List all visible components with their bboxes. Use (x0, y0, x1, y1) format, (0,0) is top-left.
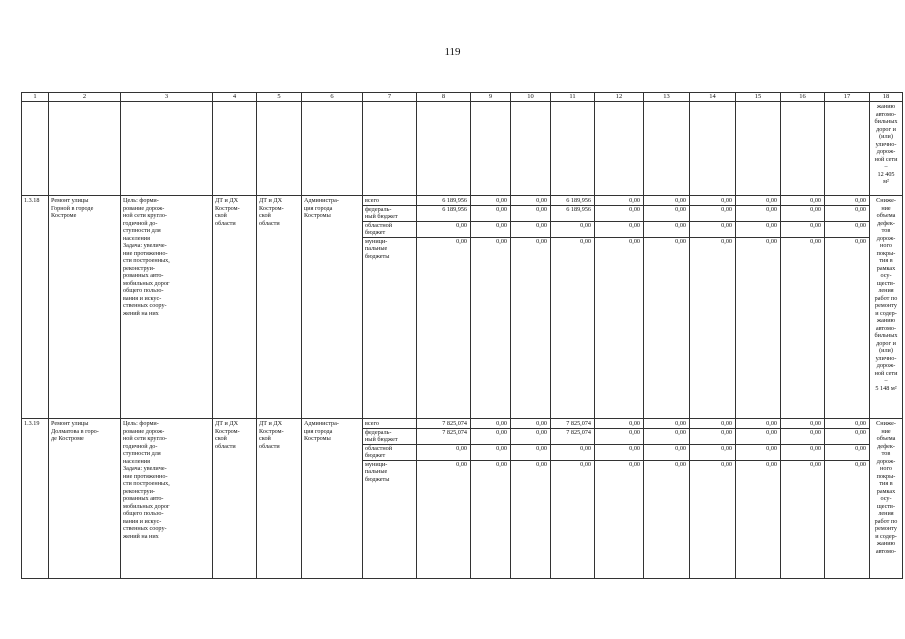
row-name (49, 419, 121, 579)
row-goal-line: общего пользо- (123, 287, 164, 294)
funding-source (363, 197, 416, 205)
continuation-empty-cell (302, 102, 363, 196)
funding-value: 0,00 (511, 428, 550, 444)
funding-value: 0,00 (551, 221, 594, 237)
funding-value-cell (690, 196, 736, 419)
funding-source-line: областной (365, 444, 393, 452)
continuation-result-line: дорож- (876, 148, 896, 155)
column-number-10: 10 (511, 93, 551, 102)
funding-value: 0,00 (595, 428, 643, 444)
column-number-8: 8 (417, 93, 471, 102)
row-goal-line: вания и искус- (123, 517, 162, 525)
continuation-empty-cell (257, 102, 302, 196)
column-number-row (22, 93, 903, 102)
row-goal-line: ступности для (123, 227, 161, 234)
funding-value: 0,00 (721, 420, 732, 427)
column-number-7: 7 (363, 93, 417, 102)
row-goal-line: жений на них (123, 309, 159, 317)
funding-value: 7 825,074 (417, 428, 470, 444)
funding-value-cell (825, 196, 870, 419)
row-goal-line: ной сети кругло- (123, 435, 167, 442)
continuation-row (22, 102, 903, 196)
row-participant-line: ция города (304, 204, 333, 212)
funding-value: 0,00 (825, 444, 869, 460)
continuation-empty-cell (363, 102, 417, 196)
row-result-line: и содер- (875, 309, 897, 317)
funding-value-cell (511, 419, 551, 579)
row-goal-line: жений на них (123, 532, 159, 540)
funding-value: 7 825,074 (566, 420, 591, 427)
row-result-line: и содер- (875, 532, 897, 540)
column-number-17: 17 (825, 93, 870, 102)
row-coexecutor-line: области (259, 219, 280, 227)
row-result-line: ного (880, 465, 892, 472)
row-result-line: дорож- (876, 457, 896, 465)
row-goal-line: Задача: увеличе- (123, 242, 167, 249)
row-goal-line: ние протяженно- (123, 249, 168, 257)
continuation-result-line: автомо- (875, 110, 897, 118)
funding-source (363, 205, 416, 221)
row-result-line: ществ- (876, 502, 896, 510)
funding-source-line: бюджет (365, 229, 386, 236)
funding-source (363, 428, 416, 444)
row-goal-line: ние протяженно- (123, 472, 168, 480)
row-goal (121, 196, 213, 419)
row-goal-line: рование дорож- (123, 427, 165, 435)
funding-source-line: ный бюджет (365, 436, 398, 443)
page-number: 119 (444, 46, 461, 58)
column-number-16: 16 (781, 93, 825, 102)
row-result-line: ние (881, 204, 891, 212)
continuation-result-line: – (884, 163, 888, 170)
funding-value-cell (551, 196, 595, 419)
row-result-line: рамках (876, 264, 896, 272)
funding-value: 0,00 (417, 221, 470, 237)
funding-value: 0,00 (736, 221, 780, 237)
funding-value: 6 189,956 (551, 205, 594, 221)
row-coexecutor (257, 196, 302, 419)
row-code: 1.3.18 (22, 196, 49, 419)
funding-value: 0,00 (417, 237, 470, 261)
funding-value: 0,00 (471, 428, 510, 444)
funding-value: 0,00 (511, 444, 550, 460)
funding-value: 0,00 (721, 197, 732, 204)
continuation-result-line: (или) (879, 133, 893, 140)
funding-value-cell (781, 196, 825, 419)
funding-value: 6 189,956 (417, 205, 470, 221)
funding-value: 0,00 (511, 237, 550, 261)
funding-value: 0,00 (595, 237, 643, 261)
row-result-line: покры- (876, 249, 896, 257)
funding-value: 0,00 (595, 444, 643, 460)
column-number-6: 6 (302, 93, 363, 102)
row-executor-line: Костром- (215, 204, 240, 212)
row-participant (302, 196, 363, 419)
funding-value: 0,00 (766, 420, 777, 427)
row-result-line: работ по (874, 517, 898, 525)
row-coexecutor-line: ской (259, 435, 271, 442)
continuation-result-line: бильных (874, 118, 898, 125)
row-goal (121, 419, 213, 579)
row-coexecutor-line: ДТ и ДХ (259, 197, 283, 204)
funding-source-line: бюджеты (365, 252, 390, 260)
row-goal-line: Цель: форми- (123, 420, 159, 427)
funding-value: 0,00 (855, 420, 866, 427)
funding-value: 0,00 (825, 428, 869, 444)
funding-value: 0,00 (781, 205, 824, 221)
column-number-14: 14 (690, 93, 736, 102)
row-result-line: осу- (880, 495, 892, 502)
funding-value: 0,00 (471, 460, 510, 484)
funding-value: 0,00 (781, 237, 824, 261)
row-coexecutor-line: Костром- (259, 204, 284, 212)
funding-value: 0,00 (536, 420, 547, 427)
funding-value: 0,00 (690, 460, 735, 484)
row-result-line: тия в (879, 480, 893, 487)
continuation-empty-cell (511, 102, 551, 196)
row-result-line: – (884, 377, 888, 384)
row-result-line: ремонту (875, 525, 897, 532)
funding-value: 0,00 (781, 221, 824, 237)
column-number-9: 9 (471, 93, 511, 102)
row-result-line: тия в (879, 257, 893, 264)
row-goal-line: годичной до- (123, 442, 158, 450)
row-name-line: де Костроме (51, 435, 84, 442)
row-goal-line: ственных соору- (123, 525, 167, 532)
funding-source (363, 460, 416, 484)
continuation-empty-cell (736, 102, 781, 196)
row-executor-line: ской (215, 212, 227, 219)
funding-source-cell (363, 196, 417, 419)
row-executor-line: ской (215, 435, 227, 442)
continuation-empty-cell (213, 102, 257, 196)
funding-value: 0,00 (417, 460, 470, 484)
row-result-line: ления (878, 287, 894, 294)
column-number-15: 15 (736, 93, 781, 102)
row-result-line: рамках (876, 487, 896, 495)
funding-value: 0,00 (496, 420, 507, 427)
funding-value: 0,00 (781, 444, 824, 460)
row-coexecutor-line: ДТ и ДХ (259, 420, 283, 427)
row-name-line: Горной в городе (51, 204, 94, 212)
funding-value: 0,00 (675, 197, 686, 204)
continuation-result-line: м² (883, 178, 889, 185)
funding-value: 0,00 (644, 221, 689, 237)
row-executor-line: области (215, 219, 236, 227)
continuation-empty-cell (644, 102, 690, 196)
funding-value-cell (690, 419, 736, 579)
funding-source (363, 444, 416, 460)
funding-value: 0,00 (644, 205, 689, 221)
funding-value: 0,00 (690, 237, 735, 261)
row-coexecutor-line: Костром- (259, 427, 284, 435)
column-number-3: 3 (121, 93, 213, 102)
funding-value: 0,00 (595, 221, 643, 237)
row-result-line: объема (876, 212, 896, 219)
funding-value-cell (551, 419, 595, 579)
column-number-12: 12 (595, 93, 644, 102)
funding-value: 0,00 (644, 428, 689, 444)
row-participant-line: Администра- (304, 197, 339, 204)
row-name-line: Костроме (51, 212, 77, 219)
row-result-line: тов (881, 227, 891, 234)
funding-value: 0,00 (629, 197, 640, 204)
continuation-empty-cell (121, 102, 213, 196)
row-result-line: ного (880, 242, 892, 249)
funding-value: 0,00 (736, 205, 780, 221)
funding-value: 0,00 (551, 444, 594, 460)
row-executor (213, 419, 257, 579)
continuation-result-line: жанию (876, 103, 896, 110)
funding-value: 0,00 (855, 197, 866, 204)
row-coexecutor (257, 419, 302, 579)
row-result-line: дорож- (876, 362, 896, 369)
row-code: 1.3.19 (22, 419, 49, 579)
funding-source-line: всего (365, 420, 379, 427)
row-result (870, 419, 903, 579)
row-result-line: тов (881, 450, 891, 457)
row-result-line: улично- (875, 354, 897, 362)
column-number-13: 13 (644, 93, 690, 102)
row-result-line: ления (878, 510, 894, 517)
funding-source-line: пальные (365, 468, 388, 475)
row-result-line: ществ- (876, 279, 896, 287)
row-goal-line: сти построенных, (123, 257, 170, 264)
funding-source-cell (363, 419, 417, 579)
row-executor-line: ДТ и ДХ (215, 420, 239, 427)
row-result-line: (или) (879, 347, 893, 354)
row-result-line: дефек- (877, 442, 895, 450)
row-participant-line: Администра- (304, 420, 339, 427)
funding-value: 0,00 (471, 221, 510, 237)
column-number-5: 5 (257, 93, 302, 102)
funding-value: 0,00 (736, 428, 780, 444)
funding-value: 0,00 (471, 205, 510, 221)
row-executor-line: области (215, 442, 236, 450)
continuation-empty-cell (49, 102, 121, 196)
row-name-line: Долматова в горо- (51, 427, 99, 435)
funding-value: 0,00 (471, 444, 510, 460)
row-participant (302, 419, 363, 579)
column-number-2: 2 (49, 93, 121, 102)
row-result-line: ной сети (874, 369, 898, 377)
continuation-empty-cell (551, 102, 595, 196)
funding-value: 0,00 (417, 444, 470, 460)
row-goal-line: реконструи- (123, 487, 155, 495)
funding-source (363, 237, 416, 261)
funding-value: 0,00 (471, 237, 510, 261)
row-goal-line: населения (123, 457, 150, 465)
row-goal-line: вания и искус- (123, 294, 162, 302)
row-executor (213, 196, 257, 419)
funding-value: 0,00 (736, 237, 780, 261)
row-result-line: дорож- (876, 234, 896, 242)
funding-value: 0,00 (644, 444, 689, 460)
row-goal-line: годичной до- (123, 219, 158, 227)
row-result-line: бильных (874, 332, 898, 339)
funding-value-cell (781, 419, 825, 579)
program-row (22, 419, 903, 579)
funding-source-line: ный бюджет (365, 213, 398, 220)
row-executor-line: ДТ и ДХ (215, 197, 239, 204)
funding-source-line: всего (365, 197, 379, 204)
funding-value: 0,00 (690, 428, 735, 444)
funding-value-cell (644, 419, 690, 579)
funding-value: 0,00 (595, 205, 643, 221)
continuation-empty-cell (595, 102, 644, 196)
funding-value: 0,00 (644, 460, 689, 484)
row-goal-line: Цель: форми- (123, 197, 159, 204)
column-number-1: 1 (22, 93, 49, 102)
funding-source-line: федераль- (365, 205, 392, 213)
row-result-line: ние (881, 427, 891, 435)
row-participant-line: Костромы (304, 212, 331, 219)
funding-value: 0,00 (595, 460, 643, 484)
row-result-line: осу- (880, 272, 892, 279)
funding-value: 0,00 (690, 205, 735, 221)
row-result-line: ремонту (875, 302, 897, 309)
funding-value: 0,00 (551, 460, 594, 484)
continuation-empty-cell (471, 102, 511, 196)
funding-source-line: муници- (365, 460, 388, 468)
row-result-line: дефек- (877, 219, 895, 227)
row-goal-line: ственных соору- (123, 302, 167, 309)
funding-value-cell (644, 196, 690, 419)
funding-value: 0,00 (825, 237, 869, 261)
row-goal-line: населения (123, 234, 150, 242)
funding-source (363, 221, 416, 237)
funding-value: 0,00 (675, 420, 686, 427)
column-number-11: 11 (551, 93, 595, 102)
program-table (21, 92, 903, 579)
funding-value: 0,00 (496, 197, 507, 204)
row-goal-line: сти построенных, (123, 480, 170, 487)
program-row (22, 196, 903, 419)
funding-source-line: пальные (365, 245, 388, 252)
row-result-line: жанию (876, 317, 896, 324)
funding-value: 0,00 (511, 221, 550, 237)
funding-value-cell (736, 196, 781, 419)
row-goal-line: Задача: увеличе- (123, 465, 167, 472)
row-result-line: Сниже- (876, 420, 896, 427)
funding-value: 0,00 (551, 237, 594, 261)
row-result-line: 5 148 м² (875, 384, 897, 392)
funding-value: 0,00 (766, 197, 777, 204)
funding-value: 0,00 (825, 460, 869, 484)
continuation-result-cell (870, 102, 903, 196)
continuation-result-line: улично- (875, 140, 897, 148)
row-coexecutor-line: области (259, 442, 280, 450)
row-result-line: покры- (876, 472, 896, 480)
funding-source-line: муници- (365, 237, 388, 245)
funding-source-line: областной (365, 221, 393, 229)
funding-value-cell (471, 196, 511, 419)
funding-value: 0,00 (511, 460, 550, 484)
funding-value-cell (595, 419, 644, 579)
row-name-line: Ремонт улицы (51, 420, 89, 427)
funding-value: 0,00 (825, 205, 869, 221)
funding-value: 0,00 (690, 221, 735, 237)
funding-value: 0,00 (629, 420, 640, 427)
funding-value-cell (471, 419, 511, 579)
row-name-line: Ремонт улицы (51, 197, 89, 204)
continuation-result-line: 12 405 (877, 170, 895, 178)
row-goal-line: общего пользо- (123, 510, 164, 517)
row-result-line: объема (876, 435, 896, 442)
funding-value-cell (595, 196, 644, 419)
row-participant-line: ция города (304, 427, 333, 435)
funding-value-cell (511, 196, 551, 419)
row-goal-line: ступности для (123, 450, 161, 457)
funding-value: 0,00 (736, 460, 780, 484)
row-result-line: дорог и (876, 339, 896, 347)
row-result-line: автомо- (875, 324, 897, 332)
funding-value-cell (825, 419, 870, 579)
row-goal-line: рованных авто- (123, 272, 164, 279)
row-goal-line: рованных авто- (123, 495, 164, 502)
funding-value: 0,00 (781, 460, 824, 484)
row-executor-line: Костром- (215, 427, 240, 435)
funding-source-line: бюджеты (365, 475, 390, 483)
funding-value: 0,00 (690, 444, 735, 460)
continuation-empty-cell (781, 102, 825, 196)
continuation-empty-cell (690, 102, 736, 196)
funding-value: 6 189,956 (442, 197, 467, 204)
row-name (49, 196, 121, 419)
row-result-line: автомо- (875, 547, 897, 555)
funding-value: 0,00 (810, 197, 821, 204)
continuation-result-line: дорог и (876, 125, 896, 133)
row-result-line: работ по (874, 294, 898, 302)
funding-value-cell (417, 419, 471, 579)
funding-source (363, 420, 416, 428)
column-number-4: 4 (213, 93, 257, 102)
row-goal-line: ной сети кругло- (123, 212, 167, 219)
row-goal-line: рование дорож- (123, 204, 165, 212)
row-goal-line: реконструи- (123, 264, 155, 272)
funding-value-cell (736, 419, 781, 579)
continuation-empty-cell (825, 102, 870, 196)
funding-value: 6 189,956 (566, 197, 591, 204)
column-number-18: 18 (870, 93, 903, 102)
funding-value: 7 825,074 (551, 428, 594, 444)
funding-value: 7 825,074 (442, 420, 467, 427)
funding-value: 0,00 (644, 237, 689, 261)
continuation-result-line: ной сети (874, 155, 898, 163)
funding-value: 0,00 (511, 205, 550, 221)
row-result-line: Сниже- (876, 197, 896, 204)
funding-value: 0,00 (825, 221, 869, 237)
continuation-empty-cell (22, 102, 49, 196)
row-result (870, 196, 903, 419)
continuation-empty-cell (417, 102, 471, 196)
funding-value: 0,00 (781, 428, 824, 444)
funding-source-line: федераль- (365, 428, 392, 436)
funding-value: 0,00 (810, 420, 821, 427)
funding-value: 0,00 (736, 444, 780, 460)
row-result-line: жанию (876, 540, 896, 547)
funding-source-line: бюджет (365, 452, 386, 459)
funding-value-cell (417, 196, 471, 419)
funding-value: 0,00 (536, 197, 547, 204)
row-goal-line: мобильных дорог (123, 502, 170, 510)
row-goal-line: мобильных дорог (123, 279, 170, 287)
row-participant-line: Костромы (304, 435, 331, 442)
row-coexecutor-line: ской (259, 212, 271, 219)
